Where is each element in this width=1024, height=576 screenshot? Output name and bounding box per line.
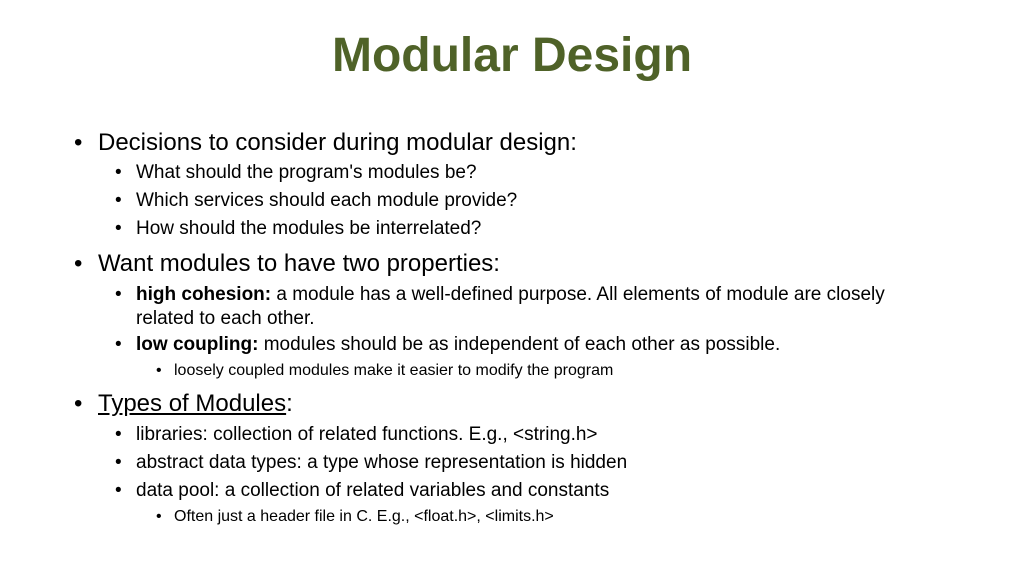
bullet-text: How should the modules be interrelated? <box>136 218 482 239</box>
slide-title: Modular Design <box>331 29 693 82</box>
bullet-dot-icon: • <box>115 334 122 355</box>
bullet-dot-icon: • <box>115 284 122 305</box>
bullet-dot-icon: • <box>115 190 122 211</box>
bullet-text: abstract data types: a type whose representation is hidden <box>136 452 628 473</box>
bullet-dot-icon: • <box>74 129 83 156</box>
bullet-text <box>136 333 780 357</box>
term-high-cohesion: high cohesion: <box>136 284 272 305</box>
bullet-text: Often just a header file in C. E.g., <float.h>, <limits.h> <box>174 508 554 525</box>
bullet-dot-icon: • <box>156 362 162 379</box>
bullet-dot-icon: • <box>115 424 122 445</box>
definition-low-coupling: modules should be as independent of each other as possible. <box>258 334 781 355</box>
bullet-text: What should the program's modules be? <box>136 162 477 183</box>
bullet-text: data pool: a collection of related variables and constants <box>136 480 610 501</box>
bullet-text: Which services should each module provide? <box>136 190 518 211</box>
bullet-dot-icon: • <box>115 480 122 501</box>
bullet-text <box>136 283 926 331</box>
bullet-dot-icon: • <box>115 218 122 239</box>
term-low-coupling: low coupling: <box>136 334 259 355</box>
types-heading-colon: : <box>286 390 293 417</box>
bullet-text: loosely coupled modules make it easier to modify the program <box>174 362 614 379</box>
bullet-dot-icon: • <box>115 452 122 473</box>
bullet-text: libraries: collection of related functions. E.g., <string.h> <box>136 424 598 445</box>
bullet-text <box>98 389 293 419</box>
bullet-dot-icon: • <box>74 250 83 277</box>
bullet-dot-icon: • <box>156 508 162 525</box>
bullet-text: Want modules to have two properties: <box>98 250 500 277</box>
bullet-dot-icon: • <box>115 162 122 183</box>
definition-high-cohesion: a module has a well-defined purpose. All elements of module are closely related to each other. <box>136 284 885 329</box>
types-of-modules-link[interactable]: Types of Modules <box>98 390 287 417</box>
bullet-dot-icon: • <box>74 390 83 417</box>
bullet-text: Decisions to consider during modular design: <box>98 129 577 156</box>
